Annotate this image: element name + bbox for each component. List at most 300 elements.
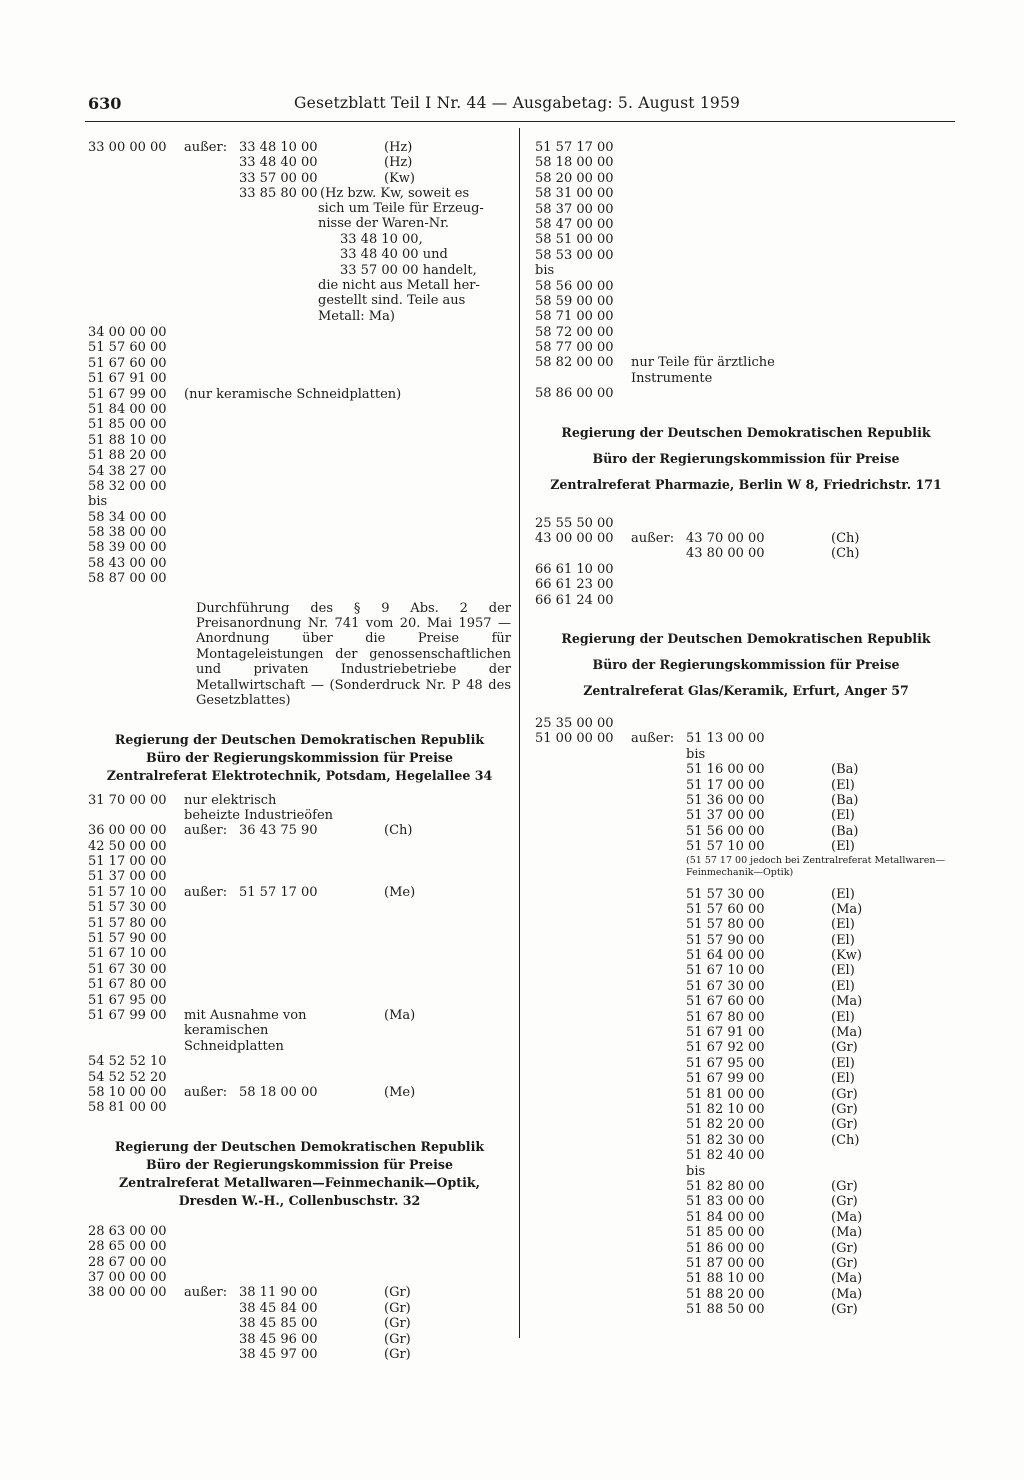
table-row xyxy=(88,556,511,571)
left-column xyxy=(88,140,511,1362)
goods-number: 51 57 90 00 xyxy=(88,931,167,947)
table-row xyxy=(88,1301,511,1316)
table-row xyxy=(88,1270,511,1285)
goods-number: 58 20 00 00 xyxy=(535,170,614,186)
referat-code: (Hz) xyxy=(384,155,413,171)
table-row xyxy=(535,202,957,217)
heading-line: Regierung der Deutschen Demokratischen Republik xyxy=(114,1138,485,1154)
table-row xyxy=(535,1225,957,1240)
referat-code: (Hz) xyxy=(384,140,413,155)
exception-number: 33 85 80 00 xyxy=(239,186,318,202)
small-note: (51 57 17 00 jedoch bei Zentralreferat Metallwaren—Feinmechanik—Optik) xyxy=(686,854,945,878)
goods-number: bis xyxy=(535,263,555,279)
goods-number: 58 38 00 00 xyxy=(88,525,167,541)
goods-number: 58 47 00 00 xyxy=(535,216,614,232)
referat-code: (Ma) xyxy=(831,1025,863,1041)
referat-code: (Gr) xyxy=(384,1346,411,1362)
goods-number: 58 86 00 00 xyxy=(535,386,614,402)
table-row xyxy=(535,355,957,386)
exception-number: 51 57 60 00 xyxy=(686,901,765,917)
page-number: 630 xyxy=(88,94,122,113)
table-row xyxy=(535,263,957,278)
table-row xyxy=(535,824,957,839)
table-row xyxy=(88,464,511,479)
table-row xyxy=(88,900,511,915)
referat-code: (El) xyxy=(831,978,855,994)
goods-number: 58 59 00 00 xyxy=(535,293,614,309)
goods-number: 51 84 00 00 xyxy=(88,401,167,417)
exception-label: außer: xyxy=(631,531,675,547)
referat-code: (Gr) xyxy=(831,1255,858,1271)
table-row xyxy=(535,762,957,777)
referat-code: (Gr) xyxy=(831,1240,858,1256)
exception-number: 43 70 00 00 xyxy=(686,531,765,547)
table-row xyxy=(535,171,957,186)
exception-number: 36 43 75 90 xyxy=(239,823,318,839)
right-block-3b xyxy=(535,887,957,1318)
note-line: gestellt sind. Teile aus xyxy=(318,293,466,309)
table-row xyxy=(535,1102,957,1117)
table-row xyxy=(88,854,511,869)
exception-number: 33 57 00 00 xyxy=(239,170,318,186)
referat-code: (Ba) xyxy=(831,762,859,778)
exception-label: außer: xyxy=(184,1085,228,1100)
table-row xyxy=(535,1056,957,1071)
exception-number: 51 82 10 00 xyxy=(686,1102,765,1117)
exception-number: 51 67 30 00 xyxy=(686,978,765,994)
table-row xyxy=(88,885,511,900)
table-row xyxy=(535,155,957,170)
exception-number: 51 36 00 00 xyxy=(686,792,765,808)
section-heading-metallwaren xyxy=(88,1138,511,1210)
table-row xyxy=(88,1008,511,1054)
table-row xyxy=(88,387,511,402)
table-row xyxy=(535,963,957,978)
goods-number: 51 88 20 00 xyxy=(88,448,167,464)
goods-number: 58 71 00 00 xyxy=(535,309,614,325)
row-text: nur elektrisch beheizte Industrieöfen xyxy=(184,792,334,823)
referat-code: (El) xyxy=(831,886,855,902)
goods-number: 58 77 00 00 xyxy=(535,340,614,356)
heading-line: Zentralreferat Pharmazie, Berlin W 8, Friedrichstr. 171 xyxy=(550,476,942,492)
table-row xyxy=(535,731,957,746)
note-line: 33 48 40 00 und xyxy=(340,247,448,263)
heading-line: Zentralreferat Glas/Keramik, Erfurt, Anger 57 xyxy=(583,683,909,699)
goods-number: 37 00 00 00 xyxy=(88,1269,167,1285)
table-row xyxy=(535,593,957,608)
exception-number: 38 45 84 00 xyxy=(239,1300,318,1316)
exception-number: 51 86 00 00 xyxy=(686,1240,765,1256)
referat-code: (Ma) xyxy=(384,1008,416,1023)
goods-number: 51 85 00 00 xyxy=(88,417,167,433)
goods-number: 58 18 00 00 xyxy=(535,155,614,171)
column-divider xyxy=(519,128,520,1338)
goods-number: 58 51 00 00 xyxy=(535,232,614,248)
referat-code: (Ba) xyxy=(831,823,859,839)
goods-number: 51 57 30 00 xyxy=(88,900,167,916)
table-row xyxy=(535,186,957,201)
exception-number: 51 84 00 00 xyxy=(686,1209,765,1225)
referat-code: (El) xyxy=(831,917,855,933)
exception-label: außer: xyxy=(184,1285,228,1301)
table-row xyxy=(535,1241,957,1256)
note-line: sich um Teile für Erzeug- xyxy=(318,201,484,216)
exception-number: 38 45 97 00 xyxy=(239,1346,318,1362)
table-row xyxy=(535,887,957,902)
referat-note: (Hz bzw. Kw, soweit es xyxy=(320,186,470,202)
goods-number: bis xyxy=(88,494,108,510)
referat-code: (Ch) xyxy=(831,1132,860,1148)
table-row xyxy=(88,839,511,854)
exception-number: 51 88 20 00 xyxy=(686,1286,765,1302)
table-row xyxy=(535,1179,957,1194)
table-row xyxy=(535,1210,957,1225)
exception-number: 51 13 00 00 xyxy=(686,731,765,747)
exception-number: 51 67 80 00 xyxy=(686,1009,765,1025)
exception-note-text xyxy=(318,201,511,324)
goods-number: 58 37 00 00 xyxy=(535,201,614,217)
goods-number: 34 00 00 00 xyxy=(88,325,167,340)
table-row xyxy=(535,808,957,823)
goods-number: 51 67 95 00 xyxy=(88,992,167,1008)
goods-number: 25 35 00 00 xyxy=(535,716,614,732)
table-row xyxy=(535,1087,957,1102)
heading-line: Regierung der Deutschen Demokratischen Republik xyxy=(561,631,931,647)
referat-code: (El) xyxy=(831,777,855,793)
table-row xyxy=(535,1287,957,1302)
referat-code: (Gr) xyxy=(831,1117,858,1133)
table-row xyxy=(535,309,957,324)
table-row xyxy=(535,294,957,309)
table-row xyxy=(88,402,511,417)
referat-code: (El) xyxy=(831,963,855,979)
table-row xyxy=(88,356,511,371)
table-row xyxy=(88,540,511,555)
table-row xyxy=(535,994,957,1009)
table-row xyxy=(535,1194,957,1209)
table-row xyxy=(535,531,957,546)
table-row xyxy=(535,217,957,232)
table-row xyxy=(535,1117,957,1132)
referat-code: (Gr) xyxy=(384,1285,411,1301)
referat-code: (Me) xyxy=(384,1085,416,1100)
table-row xyxy=(535,917,957,932)
left-block-2 xyxy=(88,325,511,587)
exception-label: außer: xyxy=(631,731,675,747)
table-row xyxy=(88,140,511,155)
exception-number: 51 82 30 00 xyxy=(686,1132,765,1148)
goods-number: 58 39 00 00 xyxy=(88,540,167,556)
table-row xyxy=(535,933,957,948)
referat-code: (Ma) xyxy=(831,1209,863,1225)
heading-line: Regierung der Deutschen Demokratischen Republik xyxy=(114,731,485,747)
referat-code: (El) xyxy=(831,1071,855,1087)
exception-number: 51 57 30 00 xyxy=(686,886,765,902)
goods-number: 51 67 80 00 xyxy=(88,977,167,993)
referat-code: (Gr) xyxy=(831,1302,858,1318)
table-row xyxy=(88,325,511,340)
exception-number: 51 57 80 00 xyxy=(686,917,765,933)
table-row xyxy=(535,140,957,155)
right-block-3a xyxy=(535,716,957,855)
table-row xyxy=(88,448,511,463)
table-row xyxy=(88,1224,511,1239)
table-row xyxy=(88,1285,511,1300)
goods-number: 51 00 00 00 xyxy=(535,731,614,747)
row-text: nur Teile für ärztliche Instrumente xyxy=(631,355,775,386)
exception-number: 51 64 00 00 xyxy=(686,948,765,964)
exception-number: bis xyxy=(686,1163,706,1179)
table-row xyxy=(535,1271,957,1286)
table-row xyxy=(88,479,511,494)
table-row xyxy=(88,916,511,931)
table-row xyxy=(88,1239,511,1254)
referat-code: (Ma) xyxy=(831,1225,863,1241)
note-line: 33 57 00 00 handelt, xyxy=(340,262,477,278)
exception-number: 51 67 99 00 xyxy=(686,1071,765,1087)
table-row xyxy=(88,823,511,838)
goods-number: 54 52 52 20 xyxy=(88,1069,167,1085)
goods-number: 51 88 10 00 xyxy=(88,432,167,448)
goods-number: 33 00 00 00 xyxy=(88,140,167,155)
goods-number: 58 72 00 00 xyxy=(535,324,614,340)
table-row xyxy=(88,571,511,586)
row-text: mit Ausnahme von keramischen Schneidplatten xyxy=(184,1008,307,1054)
heading-line: Büro der Regierungskommission für Preise xyxy=(145,1156,454,1172)
table-row xyxy=(535,793,957,808)
exception-number: 51 88 50 00 xyxy=(686,1302,765,1318)
exception-number: 33 48 10 00 xyxy=(239,140,318,155)
goods-number: 58 56 00 00 xyxy=(535,278,614,294)
goods-number: 58 53 00 00 xyxy=(535,247,614,263)
goods-number: 43 00 00 00 xyxy=(535,531,614,547)
note-line: nisse der Waren-Nr. xyxy=(318,216,450,232)
right-block-1 xyxy=(535,140,957,402)
goods-number: 51 67 30 00 xyxy=(88,961,167,977)
referat-code: (Me) xyxy=(384,884,416,900)
goods-number: 66 61 10 00 xyxy=(535,561,614,577)
exception-number: 38 45 85 00 xyxy=(239,1316,318,1332)
table-row xyxy=(88,155,511,170)
table-row xyxy=(535,1071,957,1086)
goods-number: 38 00 00 00 xyxy=(88,1285,167,1301)
table-row xyxy=(535,1010,957,1025)
referat-code: (Ma) xyxy=(831,901,863,917)
referat-code: (Ma) xyxy=(831,1271,863,1287)
goods-number: 51 67 91 00 xyxy=(88,371,167,387)
table-row xyxy=(88,417,511,432)
referat-code: (El) xyxy=(831,808,855,824)
table-row xyxy=(88,946,511,961)
exception-number: 51 67 92 00 xyxy=(686,1040,765,1056)
table-row xyxy=(88,793,511,824)
table-row xyxy=(88,171,511,186)
referat-code: (Kw) xyxy=(831,948,862,964)
exception-number: 51 67 95 00 xyxy=(686,1055,765,1071)
table-row xyxy=(88,993,511,1008)
exception-number: 38 11 90 00 xyxy=(239,1285,318,1301)
left-block-4 xyxy=(88,1224,511,1363)
referat-code: (Gr) xyxy=(384,1300,411,1316)
table-row xyxy=(88,1332,511,1347)
table-row xyxy=(88,1054,511,1069)
goods-number: 54 38 27 00 xyxy=(88,463,167,479)
table-row xyxy=(535,1040,957,1055)
table-row xyxy=(535,248,957,263)
goods-number: 58 32 00 00 xyxy=(88,478,167,494)
table-row xyxy=(88,340,511,355)
table-row xyxy=(535,325,957,340)
goods-number: 66 61 24 00 xyxy=(535,592,614,608)
referat-code: (Gr) xyxy=(384,1331,411,1347)
table-row xyxy=(88,186,511,201)
referat-code: (Ch) xyxy=(831,531,860,547)
goods-number: 51 67 10 00 xyxy=(88,946,167,962)
exception-number: 51 57 10 00 xyxy=(686,839,765,855)
referat-code: (El) xyxy=(831,1009,855,1025)
exception-number: 33 48 40 00 xyxy=(239,155,318,171)
referat-code: (Ma) xyxy=(831,1286,863,1302)
table-row xyxy=(88,433,511,448)
header-rule xyxy=(85,121,955,122)
heading-line: Dresden W.-H., Collenbuschstr. 32 xyxy=(178,1192,421,1208)
referat-code: (Gr) xyxy=(831,1178,858,1194)
table-row xyxy=(535,948,957,963)
table-row xyxy=(88,1085,511,1100)
table-row xyxy=(535,716,957,731)
goods-number: 51 57 17 00 xyxy=(535,140,614,155)
exception-number: 51 85 00 00 xyxy=(686,1225,765,1241)
table-row xyxy=(88,931,511,946)
exception-number: 51 17 00 00 xyxy=(686,777,765,793)
goods-number: 28 65 00 00 xyxy=(88,1239,167,1255)
heading-line: Büro der Regierungskommission für Preise xyxy=(592,450,900,466)
goods-number: 58 43 00 00 xyxy=(88,555,167,571)
note-line: Metall: Ma) xyxy=(318,308,395,324)
goods-number: 54 52 52 10 xyxy=(88,1054,167,1070)
goods-number: 51 57 60 00 xyxy=(88,340,167,356)
table-row xyxy=(535,516,957,531)
heading-line: Regierung der Deutschen Demokratischen Republik xyxy=(561,424,931,440)
table-row xyxy=(535,979,957,994)
goods-number: 51 67 99 00 xyxy=(88,386,167,402)
page-header xyxy=(88,94,956,116)
exception-number: 51 88 10 00 xyxy=(686,1271,765,1287)
exception-number: 51 82 40 00 xyxy=(686,1148,765,1164)
goods-number: 58 82 00 00 xyxy=(535,355,614,371)
referat-code: (Gr) xyxy=(831,1102,858,1117)
table-row xyxy=(88,525,511,540)
row-text: (nur keramische Schneidplatten) xyxy=(184,386,402,402)
table-row xyxy=(535,386,957,401)
table-row xyxy=(88,1100,511,1115)
table-row xyxy=(535,839,957,854)
exception-label: außer: xyxy=(184,823,228,839)
goods-number: 58 31 00 00 xyxy=(535,186,614,202)
exception-number: 51 16 00 00 xyxy=(686,762,765,778)
table-row xyxy=(88,1316,511,1331)
referat-code: (Gr) xyxy=(384,1316,411,1332)
goods-number: 66 61 23 00 xyxy=(535,577,614,593)
referat-code: (Ma) xyxy=(831,994,863,1010)
table-row xyxy=(535,1256,957,1271)
exception-number: 38 45 96 00 xyxy=(239,1331,318,1347)
goods-number: 31 70 00 00 xyxy=(88,792,167,808)
left-block-1 xyxy=(88,140,511,325)
referat-code: (Kw) xyxy=(384,170,415,186)
referat-code: (El) xyxy=(831,932,855,948)
heading-line: Zentralreferat Metallwaren—Feinmechanik—Optik, xyxy=(118,1174,480,1190)
table-row xyxy=(88,869,511,884)
right-column xyxy=(535,140,957,1317)
note-line: die nicht aus Metall her- xyxy=(318,278,480,294)
referat-code: (El) xyxy=(831,839,855,855)
table-row xyxy=(535,279,957,294)
exception-number: 51 57 17 00 xyxy=(239,884,318,900)
page-title: Gesetzblatt Teil I Nr. 44 — Ausgabetag: 5. August 1959 xyxy=(294,94,741,112)
exception-number: bis xyxy=(686,746,706,762)
referat-code: (Gr) xyxy=(831,1194,858,1210)
note-line: 33 48 10 00, xyxy=(340,231,423,247)
table-row xyxy=(535,1148,957,1163)
goods-number: 51 67 99 00 xyxy=(88,1008,167,1023)
table-row xyxy=(535,1133,957,1148)
table-row xyxy=(535,778,957,793)
goods-number: 28 63 00 00 xyxy=(88,1223,167,1239)
table-row xyxy=(535,902,957,917)
goods-number: 58 34 00 00 xyxy=(88,509,167,525)
exception-number: 51 56 00 00 xyxy=(686,823,765,839)
table-row xyxy=(88,494,511,509)
table-row xyxy=(535,1164,957,1179)
exception-number: 51 82 80 00 xyxy=(686,1178,765,1194)
goods-number: 51 57 10 00 xyxy=(88,884,167,900)
goods-number: 58 87 00 00 xyxy=(88,571,167,587)
heading-line: Zentralreferat Elektrotechnik, Potsdam, Hegelallee 34 xyxy=(106,767,493,783)
goods-number: 25 55 50 00 xyxy=(535,515,614,531)
heading-line: Büro der Regierungskommission für Preise xyxy=(145,749,454,765)
referat-code: (El) xyxy=(831,1055,855,1071)
goods-number: 51 17 00 00 xyxy=(88,854,167,870)
exception-number: 51 87 00 00 xyxy=(686,1255,765,1271)
exception-label: außer: xyxy=(184,884,228,900)
goods-number: 51 67 60 00 xyxy=(88,355,167,371)
referat-code: (Ch) xyxy=(831,546,860,562)
referat-code: (Gr) xyxy=(831,1040,858,1056)
table-row xyxy=(535,562,957,577)
exception-label: außer: xyxy=(184,140,228,155)
exception-number: 51 81 00 00 xyxy=(686,1086,765,1102)
exception-number: 43 80 00 00 xyxy=(686,546,765,562)
goods-number: 51 57 80 00 xyxy=(88,915,167,931)
table-row xyxy=(88,962,511,977)
exception-number: 51 37 00 00 xyxy=(686,808,765,824)
table-row xyxy=(535,577,957,592)
exception-number: 51 67 60 00 xyxy=(686,994,765,1010)
left-block-3 xyxy=(88,793,511,1116)
table-row xyxy=(88,1070,511,1085)
goods-number: 58 81 00 00 xyxy=(88,1100,167,1116)
table-row xyxy=(88,1347,511,1362)
table-row xyxy=(535,1025,957,1040)
goods-number: 36 00 00 00 xyxy=(88,823,167,839)
goods-number: 58 10 00 00 xyxy=(88,1085,167,1100)
exception-number: 51 82 20 00 xyxy=(686,1117,765,1133)
goods-number: 51 37 00 00 xyxy=(88,869,167,885)
goods-number: 28 67 00 00 xyxy=(88,1254,167,1270)
table-row xyxy=(88,1255,511,1270)
table-row xyxy=(88,510,511,525)
